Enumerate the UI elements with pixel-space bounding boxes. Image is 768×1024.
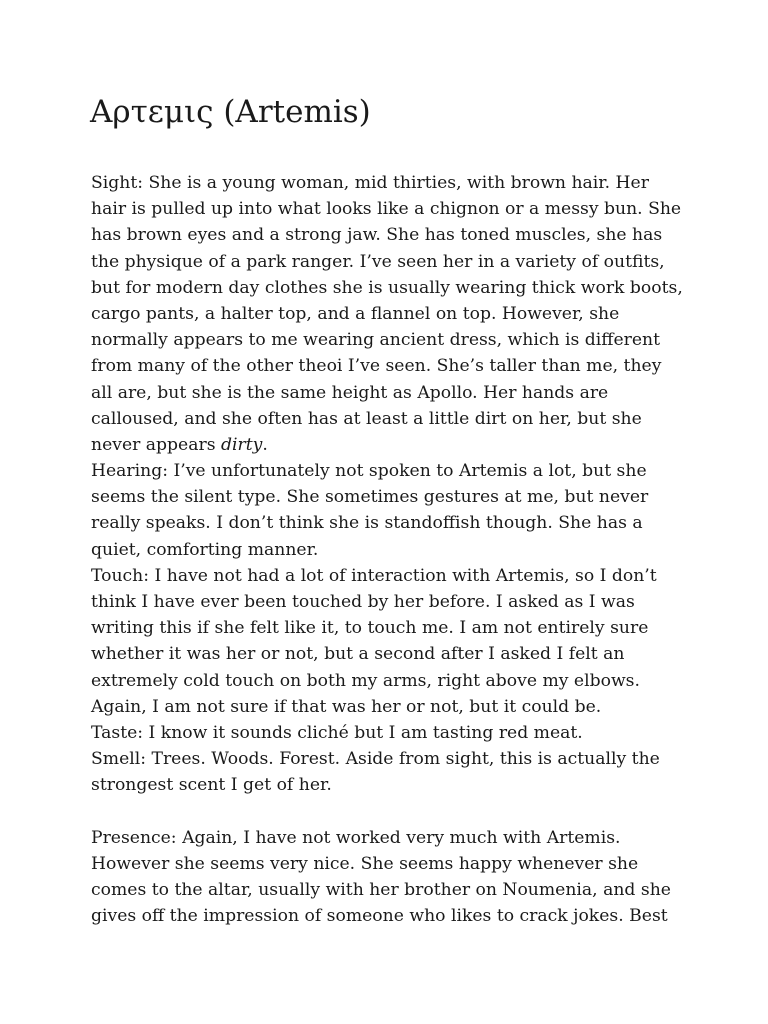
text-line: from many of the other theoi I’ve seen. She’s taller than me, they [91,356,662,377]
document-title: Αρτεμις (Artemis) [90,94,371,130]
text-line: gives off the impression of someone who likes to crack jokes. Best [91,906,668,927]
text-line: Again, I am not sure if that was her or not, but it could be. [91,696,602,717]
text-line: has brown eyes and a strong jaw. She has toned muscles, she has [91,225,663,246]
text-line: Smell: Trees. Woods. Forest. Aside from sight, this is actually the [91,749,660,770]
text-line: think I have ever been touched by her before. I asked as I was [91,592,635,612]
document-body [91,170,691,929]
text-line: but for modern day clothes she is usually wearing thick work boots, [91,277,683,298]
text-segment: . [262,434,268,455]
text-line: However she seems very nice. She seems happy whenever she [91,853,639,874]
text-segment: never appears [91,434,221,455]
text-line: cargo pants, a halter top, and a flannel on top. However, she [91,303,620,324]
text-line: quiet, comforting manner. [91,539,319,560]
text-line: extremely cold touch on both my arms, right above my elbows. [91,670,640,691]
text-line: comes to the altar, usually with her brother on Noumenia, and she [91,880,671,901]
text-line: Hearing: I’ve unfortunately not spoken to Artemis a lot, but she [91,461,647,482]
paragraph-break [91,799,691,825]
text-line: writing this if she felt like it, to touch me. I am not entirely sure [91,618,649,639]
text-line: Presence: Again, I have not worked very much with Artemis. [91,827,621,848]
text-line: normally appears to me wearing ancient dress, which is different [91,330,661,351]
text-line: Touch: I have not had a lot of interaction with Artemis, so I don’t [91,565,657,586]
text-line: strongest scent I get of her. [91,775,332,796]
emphasis-text: dirty [220,434,263,455]
text-line: all are, but she is the same height as Apollo. Her hands are [91,382,609,403]
text-line: Sight: She is a young woman, mid thirties, with brown hair. Her [91,173,649,193]
text-line [91,432,691,458]
text-line: seems the silent type. She sometimes gestures at me, but never [91,487,649,508]
text-line: Taste: I know it sounds cliché but I am tasting red meat. [91,722,583,743]
text-line: whether it was her or not, but a second after I asked I felt an [91,644,625,665]
text-line: calloused, and she often has at least a little dirt on her, but she [91,408,642,429]
text-line: hair is pulled up into what looks like a chignon or a messy bun. She [91,199,682,220]
text-line: really speaks. I don’t think she is standoffish though. She has a [91,513,643,534]
text-line: the physique of a park ranger. I’ve seen her in a variety of outfits, [91,251,665,272]
